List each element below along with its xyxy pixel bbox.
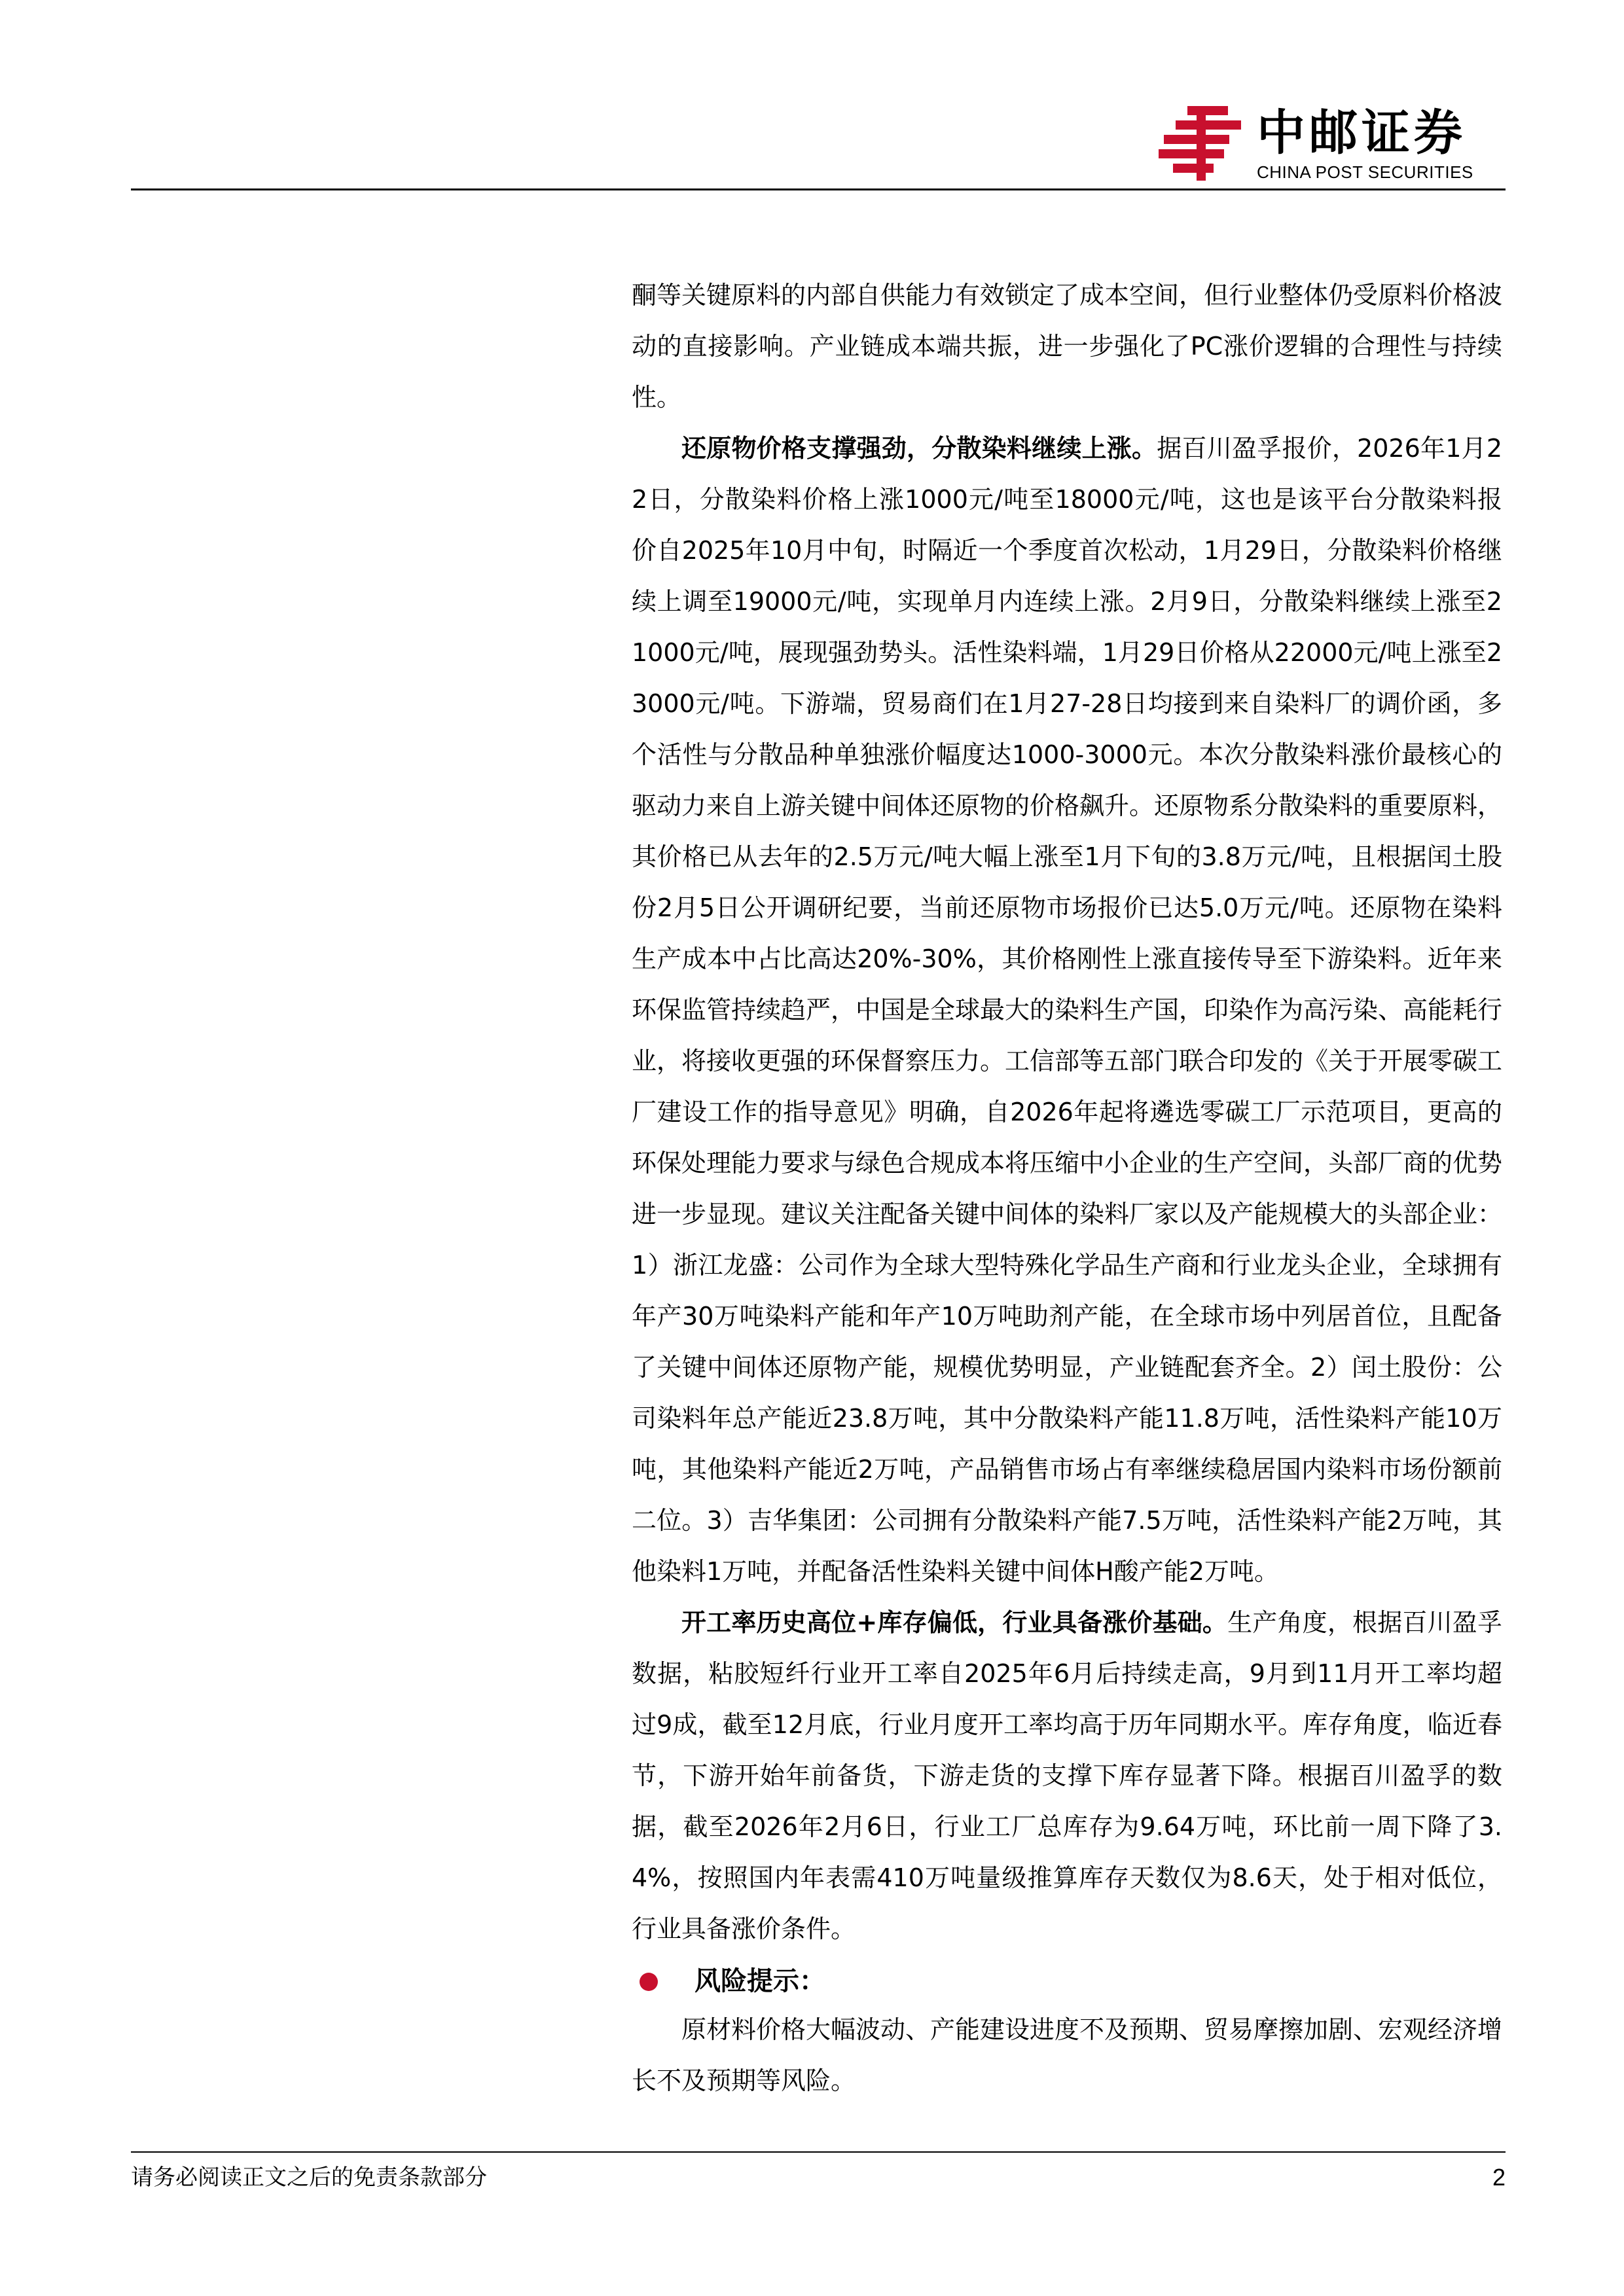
paragraph-pc-cost: 酮等关键原料的内部自供能力有效锁定了成本空间，但行业整体仍受原料价格波动的直接影响。产业链成本端共振，进一步强化了PC涨价逻辑的合理性与持续性。 bbox=[632, 281, 1503, 412]
page-number: 2 bbox=[1492, 2164, 1506, 2191]
risk-title: 风险提示： bbox=[695, 1966, 825, 1996]
paragraph-dye-lead: 还原物价格支撑强劲，分散染料继续上涨。 bbox=[681, 434, 1157, 463]
paragraph-operating-rate bbox=[632, 1597, 1502, 1954]
company-logo bbox=[1159, 105, 1506, 183]
paragraph-operating-lead: 开工率历史高位+库存偏低，行业具备涨价基础。 bbox=[681, 1608, 1228, 1637]
logo-chinese-name: 中邮证券 bbox=[1257, 105, 1466, 161]
china-post-logo-icon bbox=[1159, 106, 1242, 181]
paragraph-dye-text: 据百川盈孚报价，2026年1月22日，分散染料价格上涨1000元/吨至18000元/吨，这也是该平台分散染料报价自2025年10月中旬，时隔近一个季度首次松动，1月29日，分散染料价格继续上调至19000元/吨，实现单月内连续上涨。2月9日，分散染料继续上涨至21000元/吨，展现强劲势头。活性染料端，1月29日价格从22000元/吨上涨至23000元/吨。下游端，贸易商们在1月27-28日均接到来自染料厂的调价函，多个活性与分散品种单独涨价幅度达1000-3000元。本次分散染料涨价最核心的驱动力来自上游关键中间体还原物的价格飙升。还原物系分散染料的重要原料，其价格已从去年的2.5万元/吨大幅上涨至1月下旬的3.8万元/吨，且根据闰土股份2月5日公开调研纪要，当前还原物市场报价已达5.0万元/吨。还原物在染料生产成本中占比高达20%-30%，其价格刚性上涨直接传导至下游染料。近年来环保监管持续趋严，中国是全球最大的染料生产国，印染作为高污染、高能耗行业，将接收更强的环保督察压力。工信部等五部门联合印发的《关于开展零碳工厂建设工作的指导意见》明确，自2026年起将遴选零碳工厂示范项目，更高的环保处理能力要求与绿色合规成本将压缩中小企业的生产空间，头部厂商的优势进一步显现。建议关注配备关键中间体的染料厂家以及产能规模大的头部企业：1）浙江龙盛：公司作为全球大型特殊化学品生产商和行业龙头企业，全球拥有年产30万吨染料产能和年产10万吨助剂产能，在全球市场中列居首位，且配备了关键中间体还原物产能，规模优势明显，产业链配套齐全。2）闰土股份：公司染料年总产能近23.8万吨，其中分散染料产能11.8万吨，活性染料产能10万吨，其他染料产能近2万吨，产品销售市场占有率继续稳居国内染料市场份额前二位。3）吉华集团：公司拥有分散染料产能7.5万吨，活性染料产能2万吨，其他染料1万吨，并配备活性染料关键中间体H酸产能2万吨。 bbox=[632, 434, 1503, 1586]
report-body bbox=[632, 270, 1502, 2106]
header-divider bbox=[131, 188, 1506, 190]
footer-divider bbox=[131, 2151, 1506, 2153]
paragraph-operating-text: 生产角度，根据百川盈孚数据，粘胶短纤行业开工率自2025年6月后持续走高，9月到11月开工率均超过9成，截至12月底，行业月度开工率均高于历年同期水平。库存角度，临近春节，下游开始年前备货，下游走货的支撑下库存显著下降。根据百川盈孚的数据，截至2026年2月6日，行业工厂总库存为9.64万吨，环比前一周下降了3.4%，按照国内年表需410万吨量级推算库存天数仅为8.6天，处于相对低位，行业具备涨价条件。 bbox=[632, 1608, 1502, 1943]
logo-english-name: CHINA POST SECURITIES bbox=[1257, 162, 1473, 182]
risk-text: 原材料价格大幅波动、产能建设进度不及预期、贸易摩擦加剧、宏观经济增长不及预期等风险。 bbox=[632, 2015, 1503, 2095]
footer-disclaimer: 请务必阅读正文之后的免责条款部分 bbox=[131, 2164, 487, 2191]
bullet-dot-icon bbox=[640, 1973, 658, 1991]
risk-heading bbox=[632, 1958, 1502, 2004]
paragraph-dye-prices bbox=[632, 423, 1502, 1597]
